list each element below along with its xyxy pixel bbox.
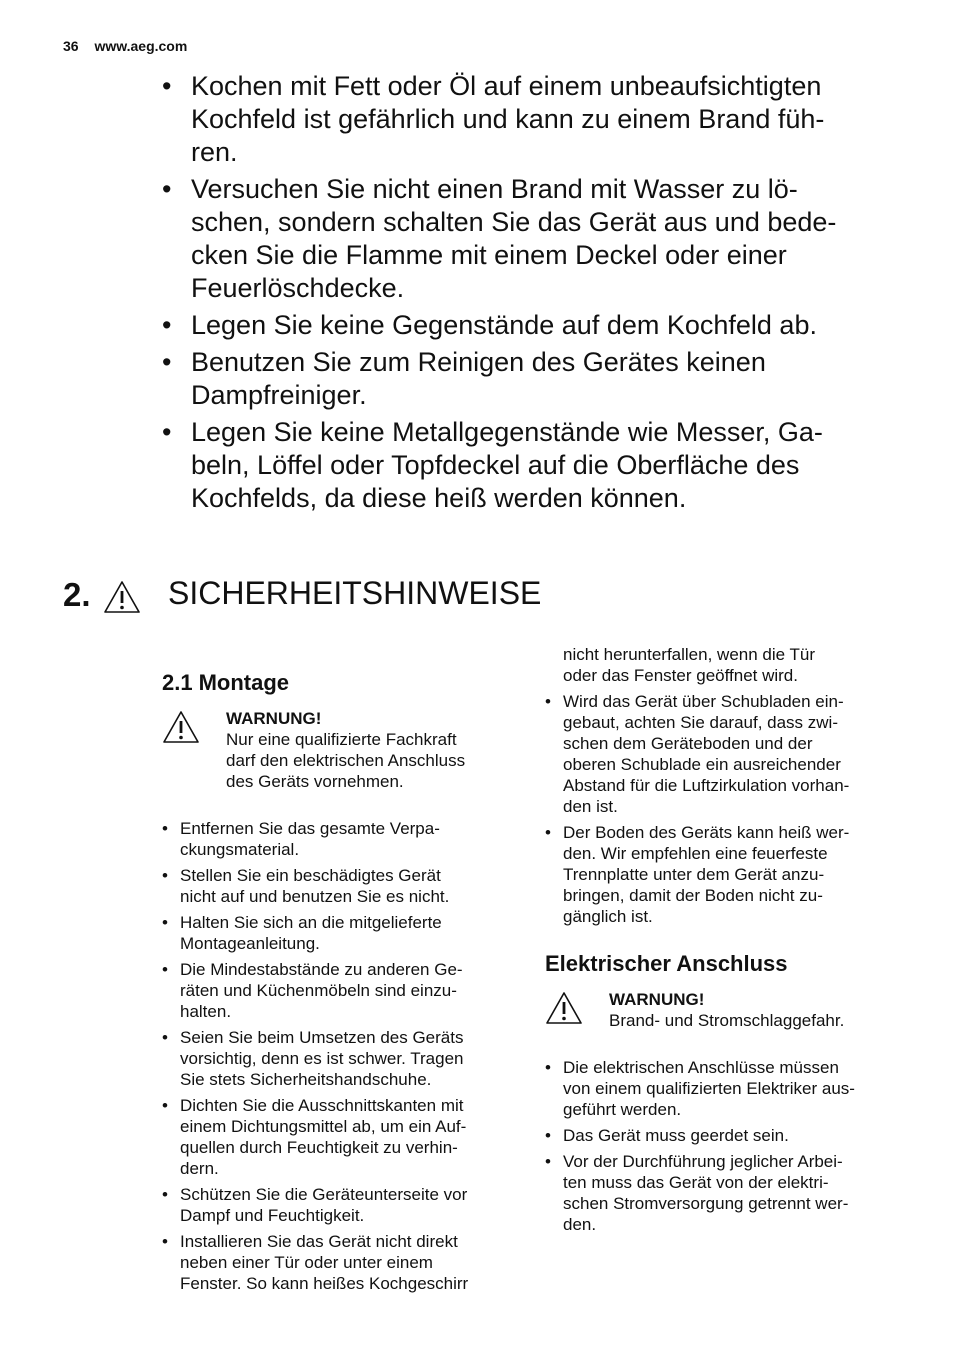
warning-title: WARNUNG! [226, 709, 322, 728]
list-item [162, 70, 902, 169]
list-item [162, 1184, 522, 1226]
line: ren. [191, 137, 238, 167]
line: Dampf und Feuchtigkeit. [180, 1206, 365, 1225]
line: • Dichten Sie die Ausschnittskanten mit [180, 1096, 464, 1115]
warning-title: WARNUNG! [609, 990, 705, 1009]
website-url: www.aeg.com [94, 38, 188, 54]
list-item [162, 818, 522, 860]
line: • Installieren Sie das Gerät nicht direkt [180, 1232, 458, 1251]
list-item [162, 173, 902, 305]
section-title: SICHERHEITSHINWEISE [168, 575, 542, 611]
list-item [545, 1151, 905, 1235]
elektrischer-anschluss-list [545, 1057, 905, 1235]
section-number: 2. [63, 576, 91, 613]
subsection-number: 2.1 [162, 670, 193, 695]
line: • Stellen Sie ein beschädigtes Gerät [180, 866, 441, 885]
warning-box [162, 708, 522, 792]
line: • Vor der Durchführung jeglicher Arbei- [563, 1152, 843, 1171]
list-item [162, 416, 902, 515]
line: geführt werden. [563, 1100, 682, 1119]
line: • Seien Sie beim Umsetzen des Geräts [180, 1028, 464, 1047]
line: vorsichtig, denn es ist schwer. Tragen [180, 1049, 464, 1068]
line: Kochfeld ist gefährlich und kann zu einem Brand füh- [191, 104, 825, 134]
warning-text: Brand- und Stromschlaggefahr. [609, 1011, 845, 1030]
warning-triangle-icon [162, 710, 200, 749]
line: einem Dichtungsmittel ab, um ein Auf- [180, 1117, 467, 1136]
line: • Entfernen Sie das gesamte Verpa- [180, 819, 440, 838]
line: neben einer Tür oder unter einem [180, 1253, 433, 1272]
warning-triangle-icon [103, 580, 141, 619]
right-column [545, 644, 905, 1240]
line: ten muss das Gerät von der elektri- [563, 1173, 829, 1192]
list-item [162, 346, 902, 412]
list-item [162, 309, 902, 342]
line: • Legen Sie keine Metallgegenstände wie Messer, Ga- [191, 417, 823, 447]
line: oberen Schublade ein ausreichender [563, 755, 841, 774]
left-column [162, 668, 522, 1299]
montage-list-continued [545, 691, 905, 927]
line: Kochfelds, da diese heiß werden können. [191, 483, 687, 513]
line: • Kochen mit Fett oder Öl auf einem unbeaufsichtigten [191, 71, 822, 101]
line: • Benutzen Sie zum Reinigen des Gerätes keinen [191, 347, 766, 377]
line: • Halten Sie sich an die mitgelieferte [180, 913, 442, 932]
list-item [545, 691, 905, 817]
line: bringen, damit der Boden nicht zu- [563, 886, 823, 905]
line: nicht auf und benutzen Sie es nicht. [180, 887, 450, 906]
line: Dampfreiniger. [191, 380, 367, 410]
list-item [162, 912, 522, 954]
list-item [162, 959, 522, 1022]
section-heading [63, 572, 542, 618]
line: • Schützen Sie die Geräteunterseite vor [180, 1185, 468, 1204]
line: quellen durch Feuchtigkeit zu verhin- [180, 1138, 458, 1157]
line: den ist. [563, 797, 618, 816]
line: • Das Gerät muss geerdet sein. [563, 1126, 789, 1145]
line: beln, Löffel oder Topfdeckel auf die Oberfläche des [191, 450, 800, 480]
line: Fenster. So kann heißes Kochgeschirr [180, 1274, 469, 1293]
line: räten und Küchenmöbeln sind einzu- [180, 981, 457, 1000]
line: von einem qualifizierten Elektriker aus- [563, 1079, 855, 1098]
line: gebaut, achten Sie darauf, dass zwi- [563, 713, 838, 732]
line: dern. [180, 1159, 219, 1178]
line: • Versuchen Sie nicht einen Brand mit Wasser zu lö- [191, 174, 798, 204]
warning-text: Nur eine qualifizierte Fachkraft [226, 730, 457, 749]
list-item [162, 1231, 522, 1294]
list-item [162, 865, 522, 907]
list-item [162, 1095, 522, 1179]
line: den. [563, 1215, 597, 1234]
warning-text: des Geräts vornehmen. [226, 772, 404, 791]
line: Sie stets Sicherheitshandschuhe. [180, 1070, 432, 1089]
list-item [162, 1027, 522, 1090]
line: schen Stromversorgung getrennt wer- [563, 1194, 849, 1213]
subsection-heading-elektrischer-anschluss: Elektrischer Anschluss [545, 951, 788, 976]
subsection-title: Montage [198, 670, 290, 695]
line: • Die Mindestabstände zu anderen Ge- [180, 960, 463, 979]
list-item-continuation [545, 644, 905, 686]
line: cken Sie die Flamme mit einem Deckel oder einer [191, 240, 787, 270]
montage-list [162, 818, 522, 1294]
line: schen dem Geräteboden und der [563, 734, 813, 753]
line: • Der Boden des Geräts kann heiß wer- [563, 823, 850, 842]
line: schen, sondern schalten Sie das Gerät aus und bede- [191, 207, 837, 237]
line: • Legen Sie keine Gegenstände auf dem Kochfeld ab. [191, 310, 817, 340]
line: halten. [180, 1002, 232, 1021]
subsection-heading-montage [162, 668, 522, 698]
page-number: 36 [63, 38, 79, 54]
line: gänglich ist. [563, 907, 653, 926]
line: Trennplatte unter dem Gerät anzu- [563, 865, 825, 884]
list-item [545, 1125, 905, 1146]
list-item [545, 822, 905, 927]
line: oder das Fenster geöffnet wird. [563, 666, 798, 685]
warning-triangle-icon [545, 991, 583, 1030]
line: nicht herunterfallen, wenn die Tür [563, 645, 816, 664]
line: Abstand für die Luftzirkulation vorhan- [563, 776, 850, 795]
intro-bullet-list [162, 70, 902, 519]
line: den. Wir empfehlen eine feuerfeste [563, 844, 828, 863]
line: Feuerlöschdecke. [191, 273, 405, 303]
list-item [545, 1057, 905, 1120]
line: • Wird das Gerät über Schubladen ein- [563, 692, 844, 711]
line: • Die elektrischen Anschlüsse müssen [563, 1058, 839, 1077]
line: ckungsmaterial. [180, 840, 300, 859]
page-header [63, 38, 187, 54]
warning-box [545, 989, 905, 1031]
warning-text: darf den elektrischen Anschluss [226, 751, 466, 770]
line: Montageanleitung. [180, 934, 320, 953]
